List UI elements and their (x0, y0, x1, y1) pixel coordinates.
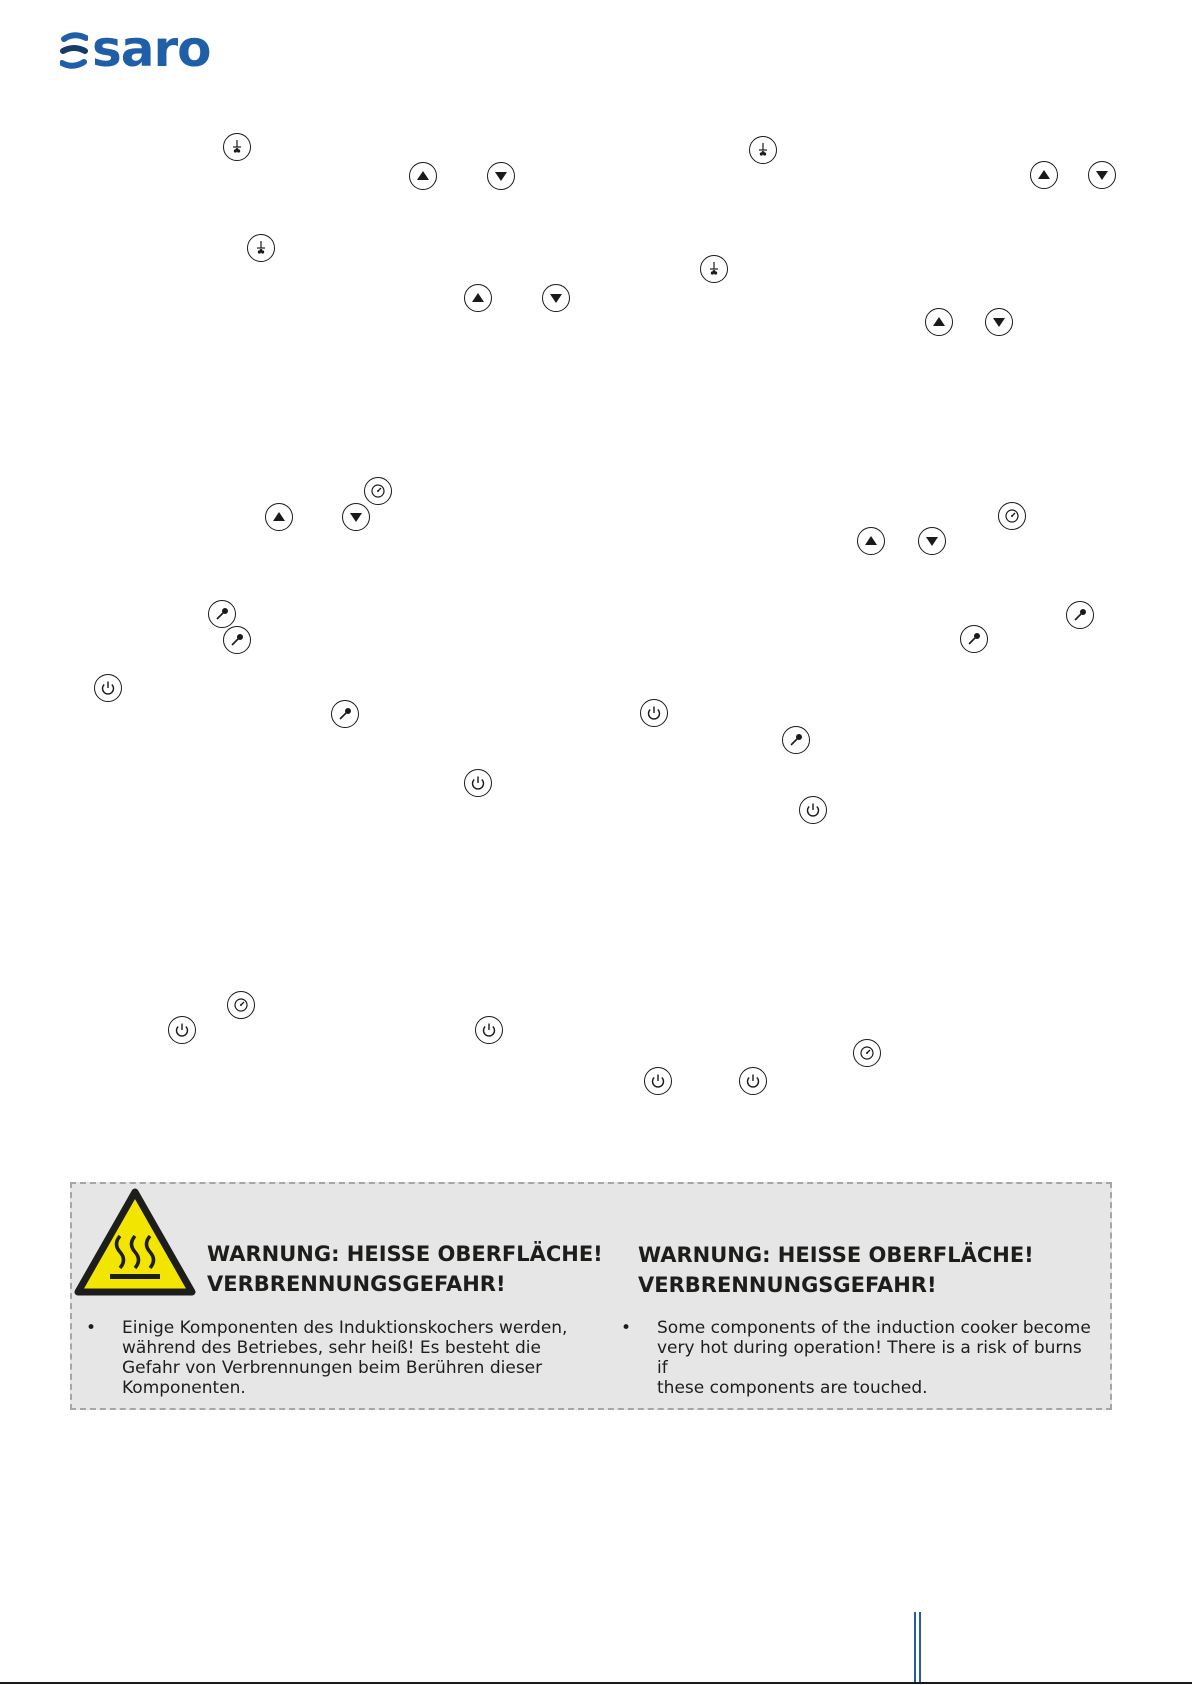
warning-text-en-line-3: these components are touched. (657, 1378, 928, 1398)
fan-icon (700, 255, 728, 283)
down-arrow-icon (487, 162, 515, 190)
down-arrow-icon (342, 503, 370, 531)
warning-text-de-line-2: während des Betriebes, sehr heiß! Es besteht die (122, 1338, 541, 1358)
up-arrow-icon (265, 503, 293, 531)
power-icon (464, 769, 492, 797)
down-arrow-icon (542, 284, 570, 312)
timer-icon (364, 477, 392, 505)
probe-icon (1066, 601, 1094, 629)
down-arrow-icon (918, 527, 946, 555)
warning-text-en (621, 1318, 1097, 1398)
warning-title-de-line-2: VERBRENNUNGSGEFAHR! (207, 1272, 506, 1296)
footer-accent-bar (914, 1612, 916, 1684)
hot-surface-warning-icon (74, 1188, 196, 1298)
timer-icon (853, 1039, 881, 1067)
down-arrow-icon (1088, 161, 1116, 189)
footer-rule (0, 1682, 1192, 1684)
up-arrow-icon (1030, 161, 1058, 189)
warning-text-de (86, 1318, 602, 1398)
power-icon (94, 674, 122, 702)
brand-name: saro (92, 20, 211, 78)
probe-icon (960, 625, 988, 653)
saro-logo (60, 20, 230, 78)
warning-title-de (207, 1239, 603, 1299)
power-icon (644, 1067, 672, 1095)
fan-icon (749, 136, 777, 164)
warning-title-en-line-2: VERBRENNUNGSGEFAHR! (638, 1273, 937, 1297)
up-arrow-icon (857, 527, 885, 555)
up-arrow-icon (925, 308, 953, 336)
power-icon (168, 1016, 196, 1044)
warning-text-de-line-3: Gefahr von Verbrennungen beim Berühren dieser (122, 1358, 543, 1378)
warning-text-en-line-2: very hot during operation! There is a risk of burns if (657, 1338, 1082, 1378)
saro-logo-mark (60, 30, 88, 70)
warning-text-en-line-1: Some components of the induction cooker become (657, 1318, 1091, 1338)
warning-text-de-line-4: Komponenten. (122, 1378, 246, 1398)
warning-title-en-line-1: WARNUNG: HEISSE OBERFLÄCHE! (638, 1243, 1034, 1267)
probe-icon (782, 726, 810, 754)
warning-box (70, 1182, 1112, 1410)
power-icon (739, 1067, 767, 1095)
fan-icon (247, 234, 275, 262)
fan-icon (223, 133, 251, 161)
warning-text-de-line-1: Einige Komponenten des Induktionskochers werden, (122, 1318, 568, 1338)
timer-icon (227, 991, 255, 1019)
power-icon (475, 1016, 503, 1044)
timer-icon (998, 502, 1026, 530)
down-arrow-icon (985, 308, 1013, 336)
bullet: • (86, 1318, 97, 1338)
probe-icon (331, 700, 359, 728)
up-arrow-icon (409, 162, 437, 190)
up-arrow-icon (464, 284, 492, 312)
power-icon (640, 699, 668, 727)
probe-icon (223, 626, 251, 654)
warning-title-en (638, 1240, 1034, 1300)
power-icon (799, 796, 827, 824)
probe-icon (208, 600, 236, 628)
footer-accent-bar (919, 1612, 921, 1684)
warning-title-de-line-1: WARNUNG: HEISSE OBERFLÄCHE! (207, 1242, 603, 1266)
bullet: • (621, 1318, 632, 1338)
